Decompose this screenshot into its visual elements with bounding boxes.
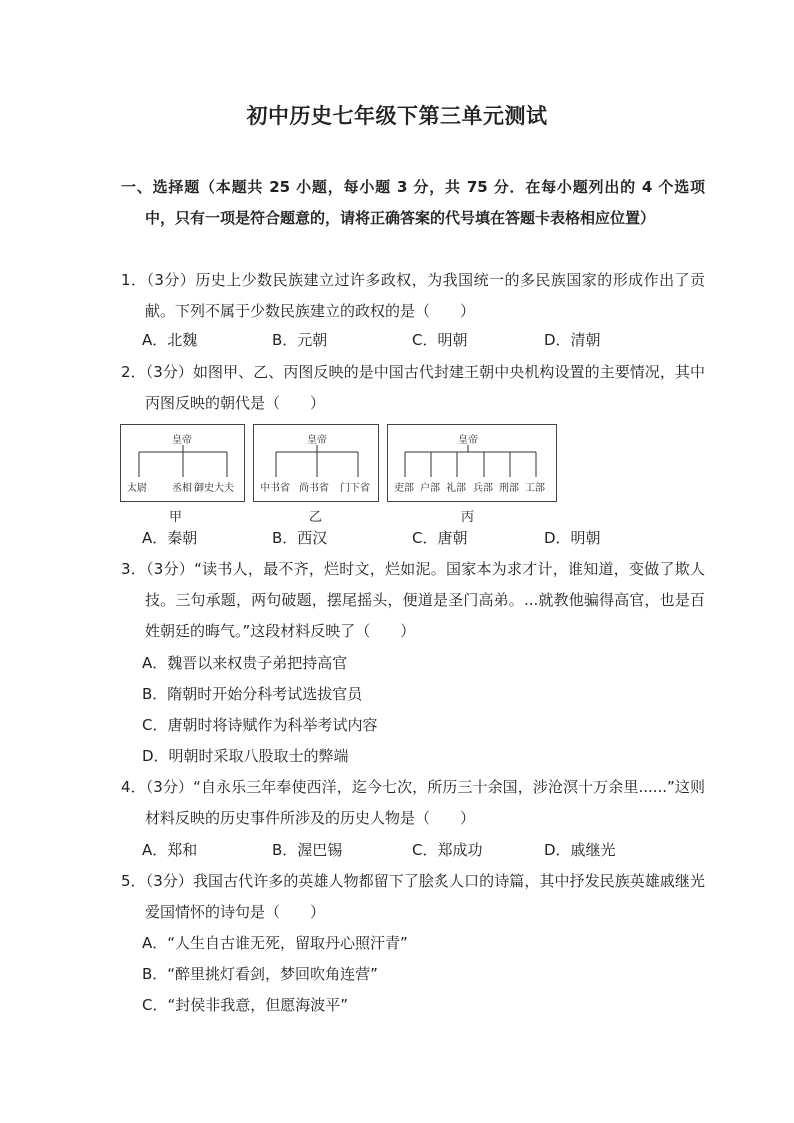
option-b[interactable]: B．隋朝时开始分科考试选拔官员	[142, 685, 363, 703]
question-2-options	[142, 526, 662, 550]
diagram-yi-top: 皇帝	[307, 435, 327, 446]
diagram-jia-item: 太尉	[127, 483, 147, 494]
diagram-bing-item: 户部	[420, 483, 440, 494]
option-c[interactable]: C．唐朝时将诗赋作为科举考试内容	[142, 716, 378, 734]
option-c[interactable]: C．郑成功	[412, 841, 483, 859]
diagram-jia	[120, 424, 245, 502]
diagram-bing-caption: 丙	[461, 510, 475, 525]
section-heading: 一、选择题（本题共 25 小题，每小题 3 分，共 75 分．在每小题列出的 4 个选项中，只有一项是符合题意的，请将正确答案的代号填在答题卡表格相应位置）	[121, 178, 705, 227]
diagram-bing-item: 工部	[525, 483, 545, 494]
option-d[interactable]: D．清朝	[544, 331, 601, 349]
diagram-yi-item: 尚书省	[299, 483, 329, 494]
option-a[interactable]: A．秦朝	[142, 529, 198, 547]
option-c[interactable]: C．“封侯非我意，但愿海波平”	[142, 996, 349, 1014]
diagram-yi-caption: 乙	[309, 510, 323, 525]
option-d[interactable]: D．明朝时采取八股取士的弊端	[142, 747, 349, 765]
diagram-yi	[253, 424, 379, 502]
diagram-bing-item: 礼部	[446, 483, 466, 494]
option-d[interactable]: D．戚继光	[544, 841, 616, 859]
diagram-bing-item: 兵部	[473, 483, 493, 494]
diagram-jia-top: 皇帝	[172, 435, 192, 446]
option-b[interactable]: B．西汉	[272, 529, 328, 547]
diagram-jia-caption: 甲	[169, 510, 183, 525]
question-4-options	[142, 838, 662, 862]
option-c[interactable]: C．唐朝	[412, 529, 468, 547]
diagram-bing-item: 刑部	[499, 483, 519, 494]
diagram-bing-top: 皇帝	[458, 435, 478, 446]
diagram-bing	[387, 424, 557, 502]
page-title: 初中历史七年级下第三单元测试	[246, 103, 548, 128]
diagram-yi-item: 中书省	[260, 483, 290, 494]
diagram-jia-item: 御史大夫	[194, 483, 234, 494]
question-3: 3．（3分）“读书人，最不齐，烂时文，烂如泥。国家本为求才计，谁知道，变做了欺人技。三句承题，两句破题，摆尾摇头，便道是圣门高弟。...就教他骗得高官，也是百姓朝廷的晦气。”这段材料反映了（ ）	[121, 560, 705, 640]
option-c[interactable]: C．明朝	[412, 331, 468, 349]
option-a[interactable]: A．郑和	[142, 841, 198, 859]
question-1: 1．（3分）历史上少数民族建立过许多政权，为我国统一的多民族国家的形成作出了贡献。下列不属于少数民族建立的政权的是（ ）	[121, 271, 705, 320]
option-a[interactable]: A．魏晋以来权贵子弟把持高官	[142, 654, 348, 672]
option-a[interactable]: A．北魏	[142, 331, 198, 349]
diagram-yi-item: 门下省	[340, 483, 370, 494]
diagram-jia-item: 丞相	[172, 483, 192, 494]
question-4: 4．（3分）“自永乐三年奉使西洋，迄今七次，所历三十余国，涉沧溟十万余里......”这则材料反映的历史事件所涉及的历史人物是（ ）	[121, 778, 705, 827]
option-d[interactable]: D．明朝	[544, 529, 601, 547]
question-5: 5．（3分）我国古代许多的英雄人物都留下了脍炙人口的诗篇，其中抒发民族英雄戚继光爱国情怀的诗句是（ ）	[121, 872, 705, 921]
option-a[interactable]: A．“人生自古谁无死，留取丹心照汗青”	[142, 934, 408, 952]
question-1-options	[142, 328, 662, 352]
option-b[interactable]: B．“醉里挑灯看剑，梦回吹角连营”	[142, 965, 378, 983]
question-2: 2．（3分）如图甲、乙、丙图反映的是中国古代封建王朝中央机构设置的主要情况，其中丙图反映的朝代是（ ）	[121, 363, 705, 412]
diagram-bing-item: 吏部	[394, 483, 414, 494]
option-b[interactable]: B．元朝	[272, 331, 328, 349]
option-b[interactable]: B．渥巴锡	[272, 841, 343, 859]
